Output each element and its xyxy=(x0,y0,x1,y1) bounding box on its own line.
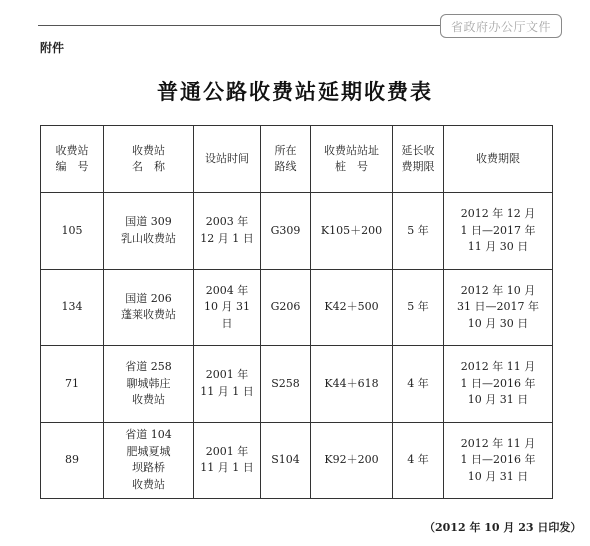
column-header xyxy=(311,126,393,193)
station-name-cell xyxy=(104,193,194,270)
toll-period-cell-line: 1 日—2016 年 xyxy=(460,376,536,390)
route-cell: G309 xyxy=(261,193,311,270)
extension-cell: 5 年 xyxy=(393,193,444,270)
station-code-cell: 134 xyxy=(41,269,104,346)
toll-period-cell-line: 2012 年 10 月 xyxy=(460,283,536,297)
toll-period-cell xyxy=(444,193,553,270)
toll-period-cell-line: 10 月 31 日 xyxy=(467,393,529,406)
station-name-cell-line: 乳山收费站 xyxy=(121,231,176,245)
established-date-cell-line: 2004 年 xyxy=(205,283,249,297)
document-header-tab: 省政府办公厅文件 xyxy=(440,14,562,38)
route-cell: S258 xyxy=(261,346,311,423)
extension-cell: 4 年 xyxy=(393,346,444,423)
toll-period-cell xyxy=(444,422,553,499)
column-header-line: 设站时间 xyxy=(205,151,249,165)
table-row xyxy=(41,269,553,346)
station-code-cell: 105 xyxy=(41,193,104,270)
toll-period-cell-line: 1 日—2016 年 xyxy=(460,453,536,466)
column-header-line: 收费站 xyxy=(55,143,89,157)
established-date-cell xyxy=(194,269,261,346)
table-row xyxy=(41,422,553,499)
extension-cell: 4 年 xyxy=(393,422,444,499)
station-name-cell-line: 国道 206 xyxy=(125,291,172,305)
toll-period-cell-line: 31 日—2017 年 xyxy=(457,300,539,313)
toll-period-cell-line: 10 月 31 日 xyxy=(467,469,529,483)
column-header-line: 费期限 xyxy=(401,160,435,173)
column-header xyxy=(104,126,194,193)
station-name-cell-line: 省道 258 xyxy=(125,360,172,373)
established-date-cell xyxy=(194,346,261,423)
station-name-cell-line: 收费站 xyxy=(132,393,165,406)
toll-period-cell-line: 2012 年 11 月 xyxy=(460,436,536,450)
column-header-line: 收费站站址 xyxy=(324,143,379,157)
column-header-line: 收费站 xyxy=(132,143,165,157)
toll-period-cell xyxy=(444,269,553,346)
stake-number-cell: K105＋200 xyxy=(311,193,393,270)
station-name-cell-line: 聊城韩庄 xyxy=(126,376,171,390)
stake-number-cell: K42＋500 xyxy=(311,269,393,346)
station-name-cell xyxy=(104,269,194,346)
column-header-line: 名 称 xyxy=(132,160,165,173)
established-date-cell-line: 12 月 1 日 xyxy=(200,231,254,245)
established-date-cell-line: 11 月 1 日 xyxy=(200,461,254,475)
column-header xyxy=(393,126,444,193)
station-name-cell xyxy=(104,346,194,423)
column-header xyxy=(194,126,261,193)
column-header-line: 所在 xyxy=(274,143,297,157)
stake-number-cell: K92＋200 xyxy=(311,422,393,499)
station-name-cell-line: 省道 104 xyxy=(125,428,172,442)
toll-period-cell-line: 1 日—2017 年 xyxy=(460,223,536,237)
station-name-cell xyxy=(104,422,194,499)
toll-period-cell-line: 10 月 30 日 xyxy=(467,316,529,330)
table-header-row xyxy=(41,126,553,193)
column-header xyxy=(261,126,311,193)
toll-period-cell-line: 11 月 30 日 xyxy=(467,240,529,253)
established-date-cell-line: 2001 年 xyxy=(205,444,249,458)
toll-period-cell-line: 2012 年 12 月 xyxy=(460,207,536,220)
toll-period-cell-line: 2012 年 11 月 xyxy=(460,360,536,373)
established-date-cell-line: 2001 年 xyxy=(205,368,249,382)
station-name-cell-line: 肥城夏城 xyxy=(126,444,171,458)
column-header-line: 编 号 xyxy=(55,160,89,173)
header-rule xyxy=(38,25,440,26)
station-name-cell-line: 国道 309 xyxy=(125,215,172,229)
station-name-cell-line: 蓬莱收费站 xyxy=(121,308,176,322)
route-cell: S104 xyxy=(261,422,311,499)
column-header xyxy=(41,126,104,193)
column-header-line: 收费期限 xyxy=(476,151,520,165)
station-name-cell-line: 收费站 xyxy=(132,477,165,491)
stake-number-cell: K44＋618 xyxy=(311,346,393,423)
established-date-cell-line: 10 月 31 日 xyxy=(204,300,250,330)
station-name-cell-line: 坝路桥 xyxy=(132,461,165,475)
established-date-cell xyxy=(194,193,261,270)
station-code-cell: 71 xyxy=(41,346,104,423)
extension-cell: 5 年 xyxy=(393,269,444,346)
column-header xyxy=(444,126,553,193)
column-header-line: 桩 号 xyxy=(335,160,368,173)
established-date-cell xyxy=(194,422,261,499)
table-row xyxy=(41,346,553,423)
issue-date-note: （2012 年 10 月 23 日印发） xyxy=(424,521,582,534)
toll-station-table xyxy=(40,125,553,499)
table-row xyxy=(41,193,553,270)
page-title: 普通公路收费站延期收费表 xyxy=(157,79,433,104)
established-date-cell-line: 11 月 1 日 xyxy=(200,384,254,398)
column-header-line: 延长收 xyxy=(401,143,435,157)
route-cell: G206 xyxy=(261,269,311,346)
toll-period-cell xyxy=(444,346,553,423)
attachment-label: 附件 xyxy=(40,41,65,55)
column-header-line: 路线 xyxy=(274,160,297,173)
established-date-cell-line: 2003 年 xyxy=(205,215,249,229)
station-code-cell: 89 xyxy=(41,422,104,499)
table-body xyxy=(41,193,553,499)
